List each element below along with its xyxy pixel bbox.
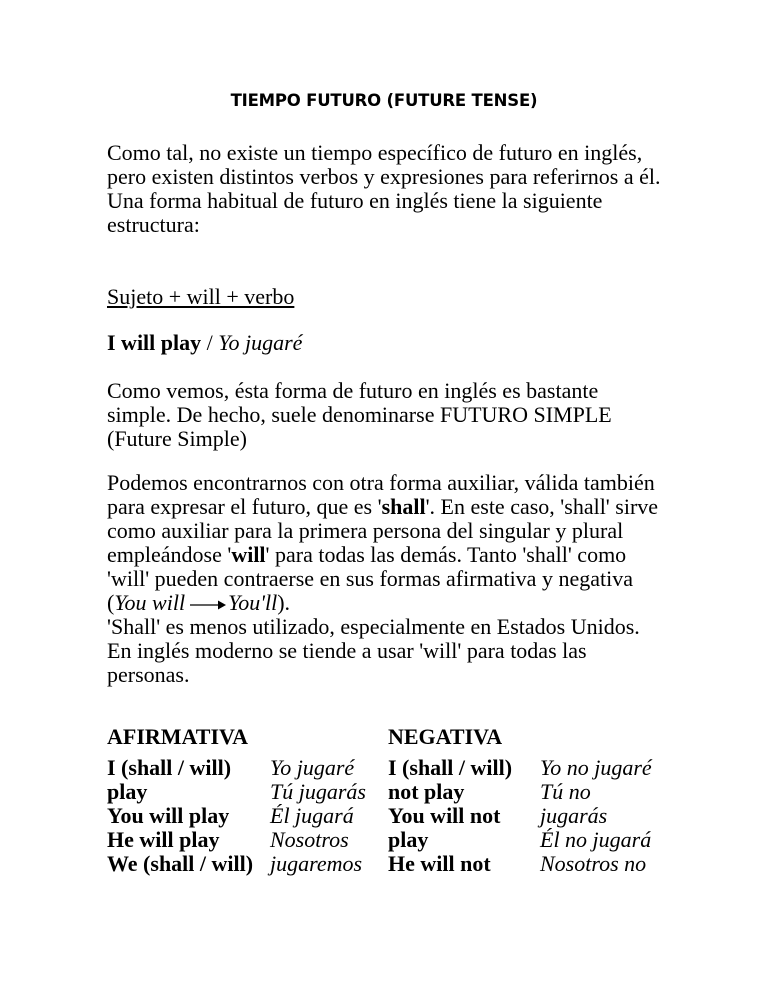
affirmative-spanish-column bbox=[270, 756, 366, 876]
table-cell: jugarás bbox=[540, 803, 608, 828]
shall-usage-note: 'Shall' es menos utilizado, especialmente en Estados Unidos. En inglés moderno se tiende a usar 'will' para todas las personas. bbox=[107, 614, 640, 687]
table-cell: I (shall / will) bbox=[107, 755, 232, 780]
table-cell: We (shall / will) bbox=[107, 851, 254, 876]
shall-text-2: '. En este caso, 'shall' sirve como auxiliar para la primera persona del singular y plural empleándose ' bbox=[107, 494, 659, 567]
table-cell: Yo jugaré bbox=[270, 755, 355, 780]
intro-line-1: Como tal, no existe un tiempo específico de futuro en inglés, pero existen distintos verbos y expresiones para referirnos a él. bbox=[107, 140, 661, 189]
contraction-to: You'll bbox=[228, 590, 278, 615]
structure-formula: Sujeto + will + verbo bbox=[107, 284, 295, 309]
affirmative-english-column bbox=[107, 756, 253, 876]
table-cell: Tú jugarás bbox=[270, 779, 366, 804]
intro-paragraph bbox=[107, 141, 667, 237]
table-cell: Tú no bbox=[540, 779, 591, 804]
table-cell: not play bbox=[388, 779, 465, 804]
table-cell: Yo no jugaré bbox=[540, 755, 652, 780]
table-cell: He will not bbox=[388, 851, 491, 876]
shall-keyword: shall bbox=[381, 494, 426, 519]
negative-spanish-column bbox=[540, 756, 652, 876]
table-cell: play bbox=[388, 827, 429, 852]
negative-heading: NEGATIVA bbox=[388, 724, 503, 749]
table-cell: Nosotros no bbox=[540, 851, 647, 876]
example-separator: / bbox=[201, 330, 219, 355]
table-cell: I (shall / will) bbox=[388, 755, 513, 780]
simple-future-paragraph: Como vemos, ésta forma de futuro en inglés es bastante simple. De hecho, suele denominarse FUTURO SIMPLE (Future Simple) bbox=[107, 378, 612, 451]
shall-text-1: Podemos encontrarnos con otra forma auxiliar, válida también para expresar el futuro, que es ' bbox=[107, 470, 655, 519]
shall-text-4: ). bbox=[277, 590, 291, 615]
negative-english-column bbox=[388, 756, 512, 876]
shall-paragraph bbox=[107, 471, 667, 687]
right-arrow-icon bbox=[189, 599, 227, 611]
affirmative-heading: AFIRMATIVA bbox=[107, 724, 248, 749]
table-cell: Él no jugará bbox=[540, 827, 652, 852]
example-spanish: Yo jugaré bbox=[218, 330, 303, 355]
example-sentence bbox=[107, 331, 667, 355]
page-title: TIEMPO FUTURO (FUTURE TENSE) bbox=[230, 91, 538, 110]
table-cell: He will play bbox=[107, 827, 220, 852]
shall-text-3: ' para todas las demás. Tanto 'shall' como 'will' pueden contraerse en sus formas afirmativa y negativa ( bbox=[107, 542, 633, 615]
table-cell: jugaremos bbox=[270, 851, 363, 876]
example-english: I will play bbox=[107, 330, 202, 355]
table-cell: Nosotros bbox=[270, 827, 349, 852]
will-keyword: will bbox=[231, 542, 266, 567]
intro-line-2: Una forma habitual de futuro en inglés tiene la siguiente estructura: bbox=[107, 188, 603, 237]
table-cell: You will not bbox=[388, 803, 501, 828]
table-cell: You will play bbox=[107, 803, 230, 828]
table-cell: Él jugará bbox=[270, 803, 354, 828]
table-cell: play bbox=[107, 779, 148, 804]
contraction-from: You will bbox=[114, 590, 186, 615]
